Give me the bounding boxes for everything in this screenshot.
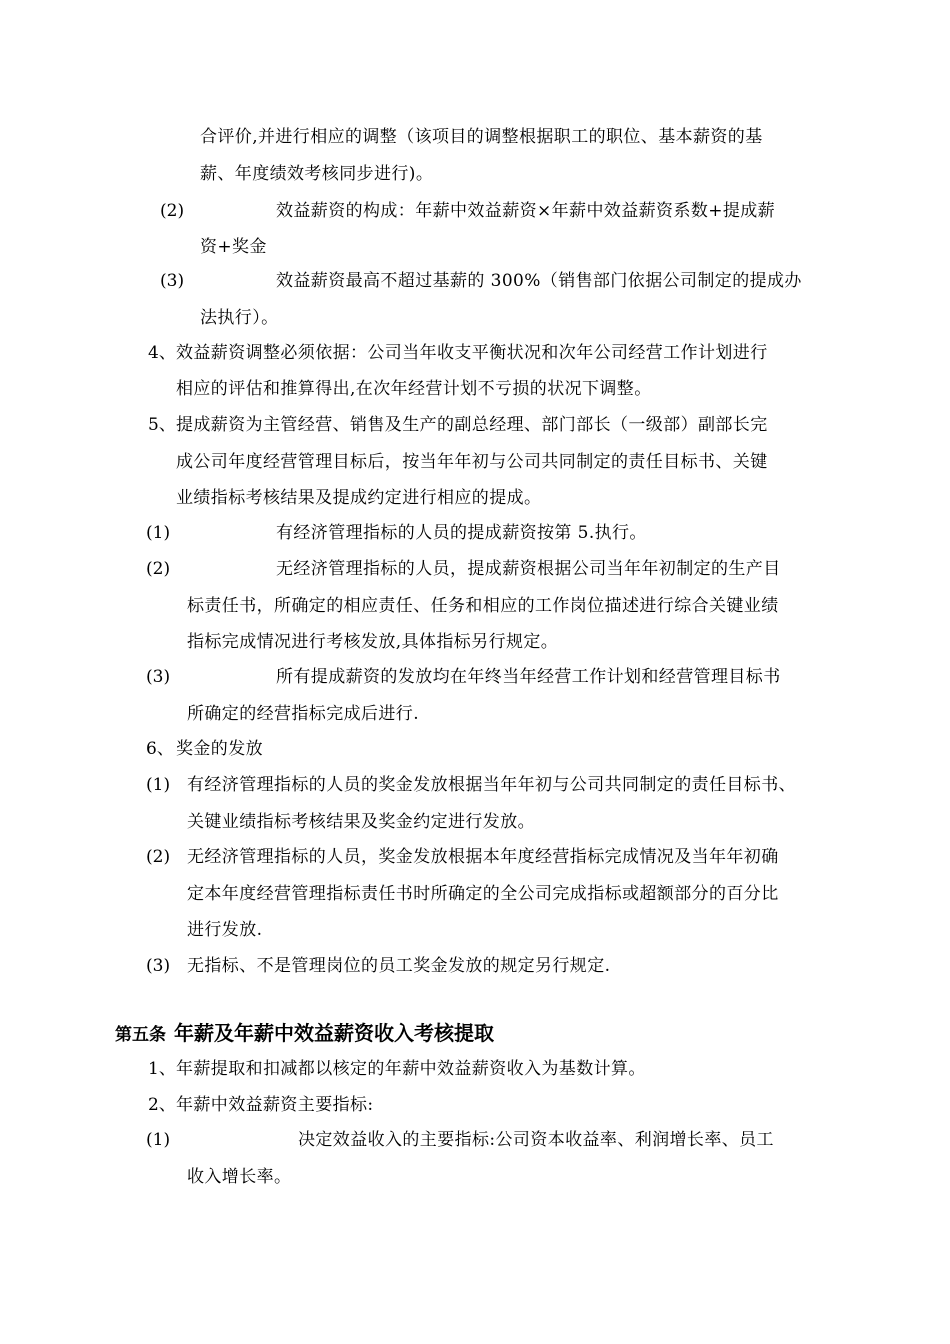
section-number: 第五条: [115, 1025, 166, 1045]
paragraph-line: 无指标、不是管理岗位的员工奖金发放的规定另行规定.: [187, 956, 611, 976]
list-marker: (3): [160, 271, 185, 291]
paragraph-line: 收入增长率。: [187, 1167, 292, 1187]
list-marker: (2): [160, 201, 185, 221]
paragraph-line: 效益薪资最高不超过基薪的 300%（销售部门依据公司制定的提成办: [276, 271, 802, 291]
paragraph-line: 进行发放.: [187, 920, 263, 940]
paragraph-line: 所有提成薪资的发放均在年终当年经营工作计划和经营管理目标书: [276, 667, 781, 687]
list-marker: 1、: [148, 1059, 176, 1079]
paragraph-line: 关键业绩指标考核结果及奖金约定进行发放。: [187, 812, 535, 832]
list-marker: 4、: [148, 343, 176, 363]
list-marker: (2): [146, 847, 171, 867]
list-marker: (3): [146, 667, 171, 687]
paragraph-line: 有经济管理指标的人员的提成薪资按第 5.执行。: [276, 523, 647, 543]
list-marker: 6、: [146, 739, 174, 759]
paragraph-line: 指标完成情况进行考核发放,具体指标另行规定。: [187, 632, 559, 652]
list-marker: (2): [146, 559, 171, 579]
paragraph-line: 相应的评估和推算得出,在次年经营计划不亏损的状况下调整。: [176, 379, 652, 399]
paragraph-line: 资+奖金: [200, 237, 267, 257]
paragraph-line: 无经济管理指标的人员，奖金发放根据本年度经营指标完成情况及当年年初确: [187, 847, 779, 867]
paragraph-line: 奖金的发放: [176, 739, 263, 759]
paragraph-line: 年薪提取和扣减都以核定的年薪中效益薪资收入为基数计算。: [176, 1059, 646, 1079]
paragraph-line: 无经济管理指标的人员，提成薪资根据公司当年年初制定的生产目: [276, 559, 781, 579]
paragraph-line: 提成薪资为主管经营、销售及生产的副总经理、部门部长（一级部）副部长完: [176, 415, 768, 435]
paragraph-line: 所确定的经营指标完成后进行.: [187, 704, 420, 724]
paragraph-line: 效益薪资的构成：年薪中效益薪资×年薪中效益薪资系数+提成薪: [276, 201, 776, 221]
list-marker: (1): [146, 523, 171, 543]
paragraph-line: 标责任书，所确定的相应责任、任务和相应的工作岗位描述进行综合关键业绩: [187, 596, 779, 616]
paragraph-line: 效益薪资调整必须依据：公司当年收支平衡状况和次年公司经营工作计划进行: [176, 343, 768, 363]
paragraph-line: 薪、年度绩效考核同步进行)。: [200, 164, 434, 184]
list-marker: (1): [146, 775, 171, 795]
list-marker: 5、: [148, 415, 176, 435]
list-marker: 2、: [148, 1095, 176, 1115]
section-title: 年薪及年薪中效益薪资收入考核提取: [174, 1021, 494, 1045]
paragraph-line: 有经济管理指标的人员的奖金发放根据当年年初与公司共同制定的责任目标书、: [187, 775, 796, 795]
paragraph-line: 合评价,并进行相应的调整（该项目的调整根据职工的职位、基本薪资的基: [200, 127, 763, 147]
paragraph-line: 法执行）。: [200, 308, 279, 328]
paragraph-line: 决定效益收入的主要指标:公司资本收益率、利润增长率、员工: [298, 1130, 774, 1150]
paragraph-line: 定本年度经营管理指标责任书时所确定的全公司完成指标或超额部分的百分比: [187, 884, 779, 904]
list-marker: (3): [146, 956, 171, 976]
paragraph-line: 业绩指标考核结果及提成约定进行相应的提成。: [176, 488, 542, 508]
paragraph-line: 年薪中效益薪资主要指标:: [176, 1095, 374, 1115]
section-heading: [115, 1020, 494, 1048]
list-marker: (1): [146, 1130, 171, 1150]
paragraph-line: 成公司年度经营管理目标后，按当年年初与公司共同制定的责任目标书、关键: [176, 452, 768, 472]
